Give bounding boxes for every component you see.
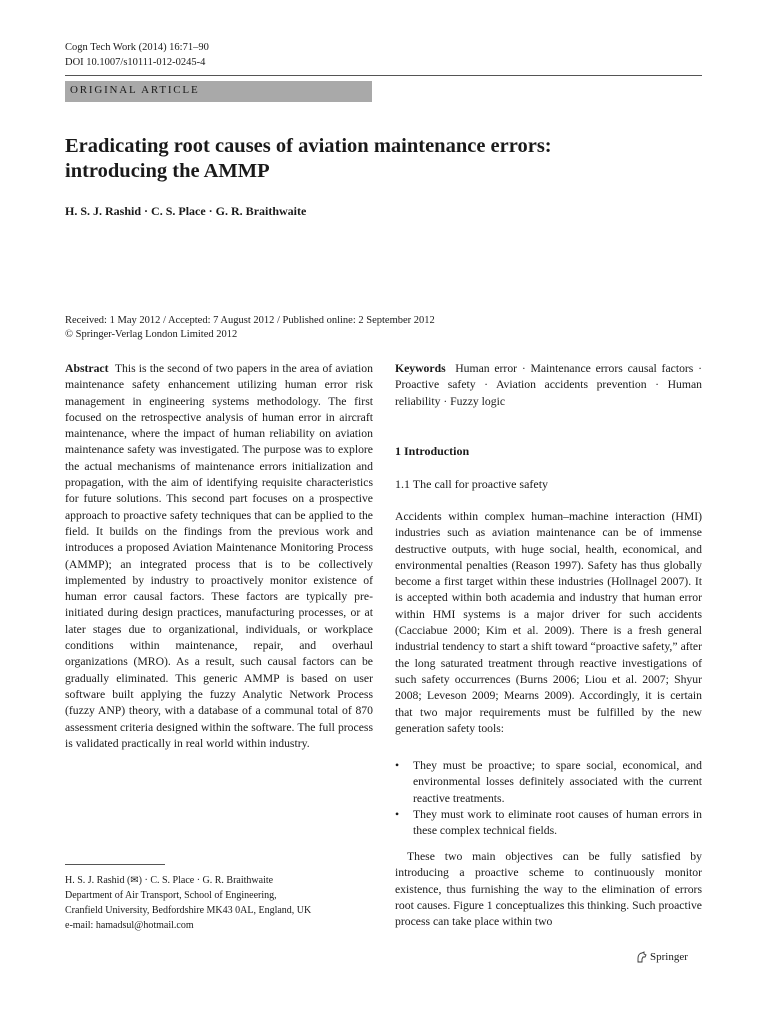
footnote-rule	[65, 864, 165, 865]
affiliation-department: Department of Air Transport, School of Engineering,	[65, 890, 277, 901]
title-line-2: introducing the AMMP	[65, 160, 270, 182]
title-line-1: Eradicating root causes of aviation maintenance errors:	[65, 135, 552, 157]
affiliation-block	[65, 873, 311, 933]
publication-dates	[65, 314, 435, 342]
bullet-icon: •	[395, 759, 400, 772]
abstract-label: Abstract	[65, 362, 109, 375]
abstract-text: This is the second of two papers in the area of aviation maintenance safety enhancement utilizing human error risk management in engineering systems methodology. The first focused on the retrospective analysis of human error in aircraft maintenance, where the impact of human reliability on aviation maintenance safety was investigated. The purpose was to explore the actual mechanisms of maintenance errors initialization and propagation, with the aim of identifying requisite characteristics for future solutions. This second part focuses on a prospective approach to proactive safety techniques that can be applied to the field. It builds on the findings from the previous work and introduces a proposed Aviation Maintenance Monitoring Process (AMMP); an integrated process that is to be collectively implemented by industry to proactively monitor existence of human error causal factors. These factors are typically pre-initiated during design practices, manufacturing processes, or at later stages due to organizational, individuals, or workplace conditions within maintenance, repair, and overhaul organizations (MRO). As a result, such causal factors can be gradually eliminated. This generic AMMP is based on user software built applying the fuzzy Analytic Network Process (fuzzy ANP) theory, with a database of a communal total of 870 assessment criteria designed within the software. The full process is validated practically in real world within industry.	[65, 362, 373, 750]
publisher-name: Springer	[650, 951, 688, 963]
article-type-banner	[65, 81, 372, 102]
article-type-label: ORIGINAL ARTICLE	[70, 84, 200, 96]
affiliation-email[interactable]: e-mail: hamadsul@hotmail.com	[65, 920, 194, 931]
abstract-block	[65, 361, 373, 752]
keywords-text: Human error · Maintenance errors causal factors · Proactive safety · Aviation accidents prevention · Human reliability · Fuzzy logic	[395, 362, 703, 408]
paper-title	[65, 134, 685, 184]
doi[interactable]: DOI 10.1007/s10111-012-0245-4	[65, 57, 206, 68]
intro-paragraph-2-text: These two main objectives can be fully satisfied by introducing a proactive scheme to continuously monitor existence, thus furnishing the way to the elimination of errors root causes. Figure 1 conceptualizes this thinking. Such proactive process can take place within two	[395, 850, 702, 929]
keywords-label: Keywords	[395, 362, 446, 375]
springer-horse-icon	[636, 951, 647, 963]
requirements-list	[395, 758, 702, 839]
intro-paragraph-1	[395, 509, 702, 737]
affiliation-address: Cranfield University, Bedfordshire MK43 0AL, England, UK	[65, 905, 312, 916]
list-item	[395, 807, 702, 840]
bullet-icon: •	[395, 807, 400, 821]
section-heading: 1 Introduction	[395, 444, 470, 458]
list-item-text: They must work to eliminate root causes of human errors in these complex technical fields.	[413, 807, 702, 838]
list-item-text: They must be proactive; to spare social, economical, and environmental losses definitely associated with the current reactive treatments.	[413, 759, 702, 805]
publisher-mark	[636, 951, 688, 963]
header-rule	[65, 75, 702, 76]
affiliation-authors: H. S. J. Rashid (✉) · C. S. Place · G. R. Braithwaite	[65, 875, 274, 886]
dates-line: Received: 1 May 2012 / Accepted: 7 August 2012 / Published online: 2 September 2012	[65, 315, 435, 326]
list-item	[395, 758, 702, 807]
intro-paragraph-1-text: Accidents within complex human–machine interaction (HMI) industries such as aviation maintenance can be of immense destructive outputs, with huge social, health, economical, and environmental penalties (Reason 1997). Safety has thus globally become a first target within these industries (Hollnagel 2007). It is accepted within both academia and industry that human error within HMI systems is a major driver for such accidents (Cacciabue 2000; Kim et al. 2009). There is a fresh general industrial tendency to start a shift toward “proactive safety,” after the long saturated treatment through reactive investigations of such safety occurrences (Burns 2006; Liou et al. 2007; Shyur 2008; Leveson 2009; Mearns 2009). Accordingly, it is certain that two major requirements must be fulfilled by the new generation safety tools:	[395, 510, 702, 735]
journal-citation: Cogn Tech Work (2014) 16:71–90	[65, 42, 209, 53]
keywords-block	[395, 361, 702, 410]
intro-paragraph-2	[395, 849, 702, 930]
copyright-line: © Springer-Verlag London Limited 2012	[65, 329, 238, 340]
subsection-heading: 1.1 The call for proactive safety	[395, 477, 549, 491]
author-list: H. S. J. Rashid · C. S. Place · G. R. Braithwaite	[65, 204, 307, 218]
